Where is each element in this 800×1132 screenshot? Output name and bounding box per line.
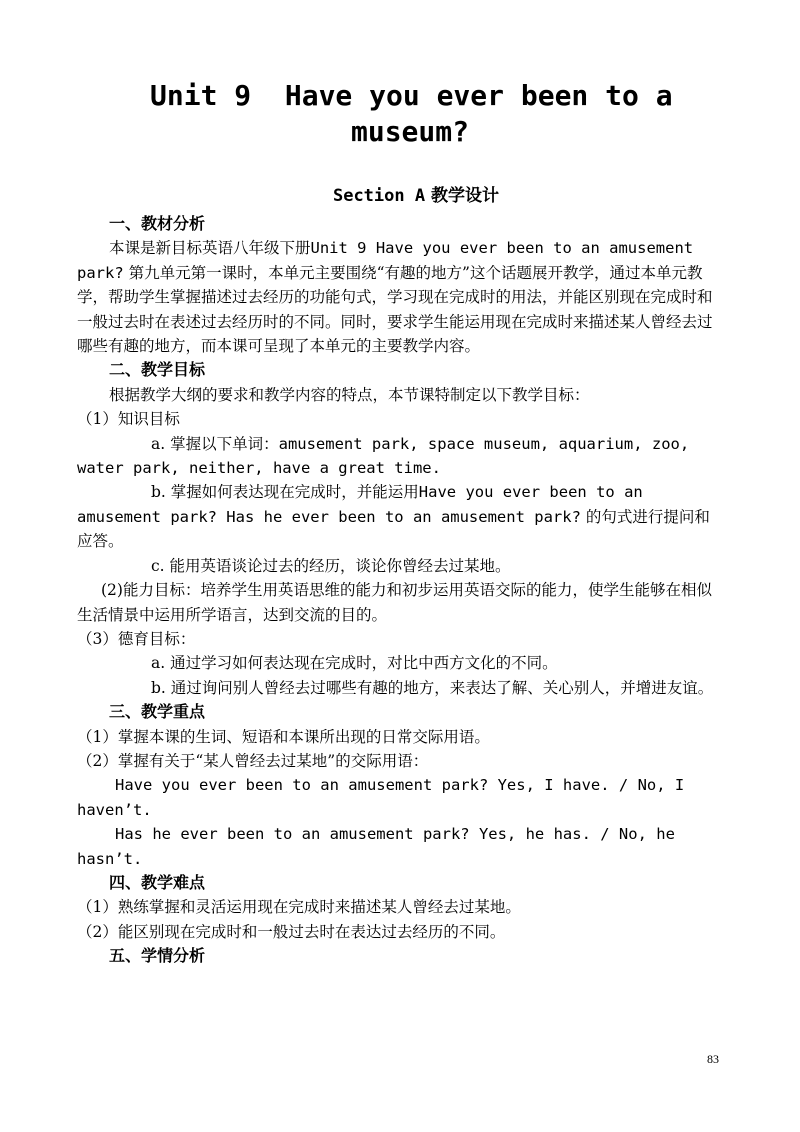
knowledge-objective-c: c. 能用英语谈论过去的经历，谈论你曾经去过某地。 — [151, 556, 511, 575]
moral-objective-a: a. 通过学习如何表达现在完成时，对比中西方文化的不同。 — [151, 654, 558, 673]
teaching-difficulty-2: （2）能区别现在完成时和一般过去时在表达过去经历的不同。 — [77, 922, 506, 941]
material-analysis-text-c: 第九单元第一课时，本单元主要围绕“有趣的地方”这个话题展开教学，通过本单元教学，帮助学生掌握描述过去经历的功能句式，学习现在完成时的用法，并能区别现在完成时和一般过去时在表述过去经历时的不同。同时，要求学生能运用现在完成时来描述某人曾经去过哪些有趣的地方，而本课可呈现了本单元的主要教学内容。 — [77, 263, 713, 356]
example-dialogue-1: Have you ever been to an amusement park? Yes, I have. / No, I haven’t. — [77, 776, 685, 819]
teaching-focus-2: （2）掌握有关于“某人曾经去过某地”的交际用语： — [77, 751, 429, 770]
subtitle-design-label: 教学设计 — [425, 186, 500, 206]
title-line-1: Unit 9 Have you ever been to a — [150, 79, 673, 112]
paragraph-material-analysis — [77, 236, 723, 358]
heading-moral-objectives: （3）德育目标： — [77, 629, 196, 648]
heading-knowledge-objectives: （1）知识目标 — [77, 410, 180, 429]
material-analysis-text-en: Unit 9 Have you ever been to an amusement park? — [77, 239, 694, 282]
heading-teaching-focus: 三、教学重点 — [109, 702, 206, 722]
example-dialogue-2: Has he ever been to an amusement park? Yes, he has. / No, he hasn’t. — [77, 825, 675, 868]
subtitle-section-label: Section A — [332, 186, 426, 206]
heading-teaching-objectives: 二、教学目标 — [109, 360, 206, 380]
title-line-2: museum? — [350, 115, 469, 148]
section-subtitle — [0, 184, 800, 208]
teaching-focus-1: （1）掌握本课的生词、短语和本课所出现的日常交际用语。 — [77, 727, 490, 746]
knowledge-objective-b-tail: 的句式进行提问和应答。 — [77, 507, 710, 551]
ability-objective: (2)能力目标：培养学生用英语思维的能力和初步运用英语交际的能力，使学生能够在相似生活情景中运用所学语言，达到交流的目的。 — [77, 581, 712, 624]
knowledge-objective-b-sentences: Have you ever been to an amusement park? Has he ever been to an amusement park? — [77, 483, 643, 526]
document-title — [150, 78, 673, 150]
heading-learner-analysis: 五、学情分析 — [109, 946, 206, 966]
knowledge-objective-b — [77, 480, 723, 553]
teaching-difficulty-1: （1）熟练掌握和灵活运用现在完成时来描述某人曾经去过某地。 — [77, 898, 521, 917]
moral-objective-b: b. 通过询问别人曾经去过哪些有趣的地方，来表达了解、关心别人，并增进友谊。 — [151, 678, 714, 697]
document-body — [77, 212, 723, 969]
knowledge-objective-b-label: b. 掌握如何表达现在完成时，并能运用 — [151, 483, 419, 502]
knowledge-objective-a-label: a. 掌握以下单词： — [151, 434, 279, 453]
knowledge-objective-a-words: amusement park, space museum, aquarium, zoo, water park, neither, have a great time. — [77, 434, 690, 478]
paragraph-objectives-intro: 根据教学大纲的要求和教学内容的特点，本节课特制定以下教学目标： — [109, 385, 590, 404]
heading-teaching-difficulties: 四、教学难点 — [109, 872, 206, 892]
page-number: 83 — [707, 1052, 719, 1066]
heading-material-analysis: 一、教材分析 — [109, 214, 206, 233]
knowledge-objective-a — [77, 432, 723, 481]
material-analysis-text-a: 本课是新目标英语八年级下册 — [109, 239, 311, 258]
